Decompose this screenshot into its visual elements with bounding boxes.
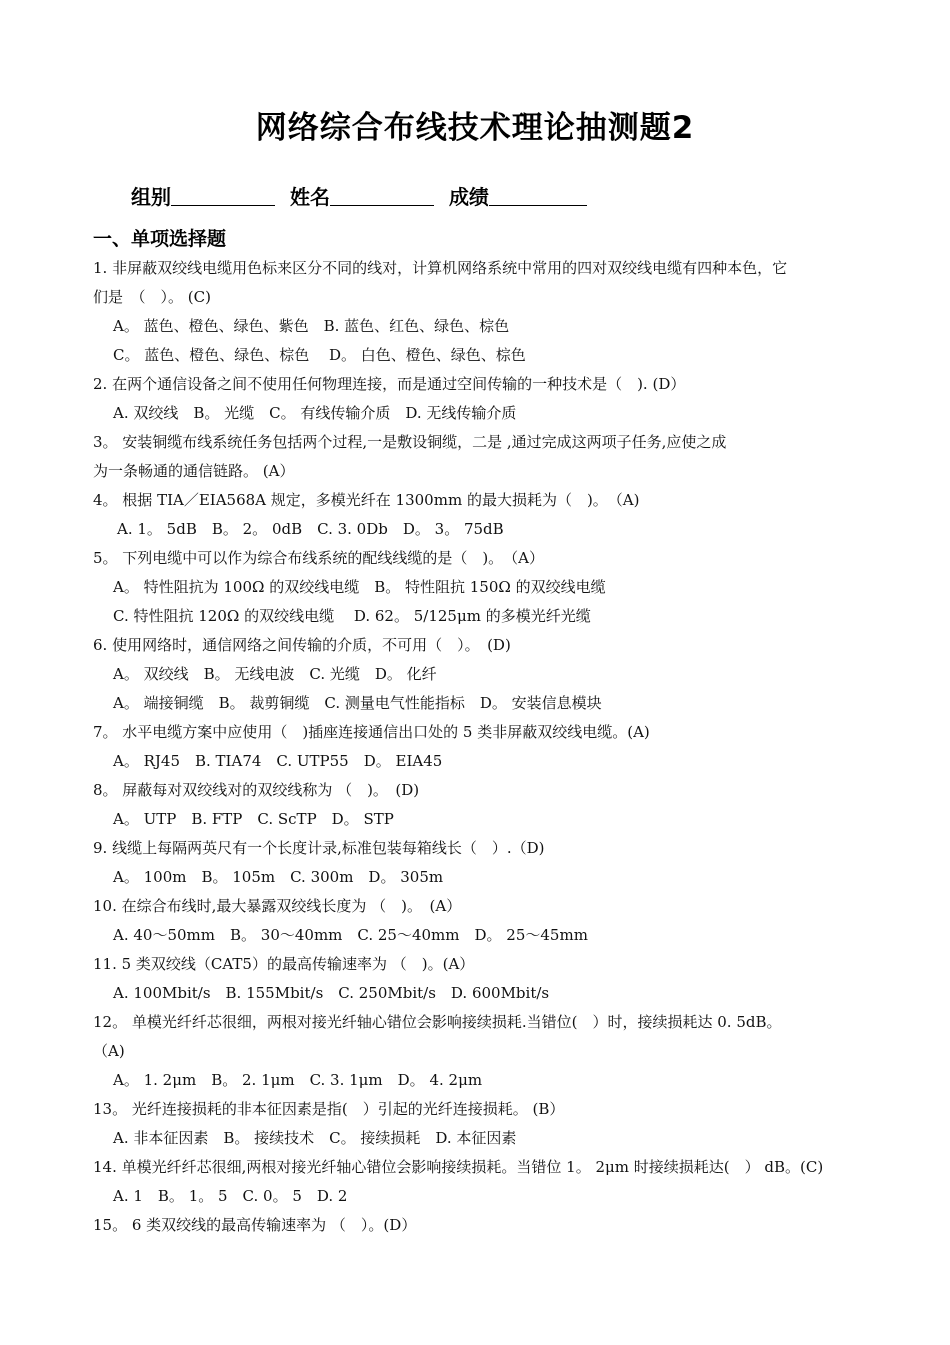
question-text-line: 14. 单模光纤纤芯很细,两根对接光纤轴心错位会影响接续损耗。当错位 1。 2μm 时接续损耗达( ） dB。(C) bbox=[93, 1158, 824, 1176]
answer-options-line: A。 100m B。 105m C. 300m D。 305m bbox=[113, 868, 444, 886]
name-blank bbox=[330, 185, 434, 206]
answer-options-line: A. 1。 5dB B。 2。 0dB C. 3. 0Db D。 3。 75dB bbox=[117, 520, 504, 538]
answer-options-line: A。 蓝色、橙色、绿色、紫色 B. 蓝色、红色、绿色、棕色 bbox=[113, 317, 510, 335]
answer-options-line: A. 1 B。 1。 5 C. 0。 5 D. 2 bbox=[113, 1187, 348, 1205]
answer-options-line: A。 UTP B. FTP C. ScTP D。 STP bbox=[113, 810, 394, 828]
question-text-line: 9. 线缆上每隔两英尺有一个长度计录,标准包装每箱线长（ ）.（D) bbox=[93, 839, 545, 857]
section-title: 一、单项选择题 bbox=[93, 228, 227, 250]
answer-options-line: A. 双绞线 B。 光缆 C。 有线传输介质 D. 无线传输介质 bbox=[113, 404, 517, 422]
answer-options-line: C。 蓝色、橙色、绿色、棕色 D。 白色、橙色、绿色、棕色 bbox=[113, 346, 526, 364]
question-text-line: 1. 非屏蔽双绞线电缆用色标来区分不同的线对，计算机网络系统中常用的四对双绞线电缆有四种本色，它 bbox=[93, 259, 788, 277]
answer-options-line: A。 RJ45 B. TIA74 C. UTP55 D。 EIA45 bbox=[113, 752, 443, 770]
question-text-line: 为一条畅通的通信链路。 (A） bbox=[93, 462, 295, 480]
question-text-line: 3。 安装铜缆布线系统任务包括两个过程,一是敷设铜缆，二是 ,通过完成这两项子任务,应使之成 bbox=[93, 433, 727, 451]
page-title: 网络综合布线技术理论抽测题2 bbox=[255, 110, 695, 146]
score-blank bbox=[489, 185, 587, 206]
answer-options-line: A。 端接铜缆 B。 裁剪铜缆 C. 测量电气性能指标 D。 安装信息模块 bbox=[113, 694, 602, 712]
question-text-line: 13。 光纤连接损耗的非本征因素是指( ）引起的光纤连接损耗。 (B） bbox=[93, 1100, 565, 1118]
question-text-line: 11. 5 类双绞线（CAT5）的最高传输速率为 （ )。(A） bbox=[93, 955, 475, 973]
answer-options-line: A。 特性阻抗为 100Ω 的双绞线电缆 B。 特性阻抗 150Ω 的双绞线电缆 bbox=[113, 578, 606, 596]
question-text-line: 8。 屏蔽每对双绞线对的双绞线称为 （ )。 (D) bbox=[93, 781, 420, 799]
question-text-line: 5。 下列电缆中可以作为综合布线系统的配线线缆的是（ )。 （A） bbox=[93, 549, 544, 567]
answer-options-line: A. 非本征因素 B。 接续技术 C。 接续损耗 D. 本征因素 bbox=[113, 1129, 517, 1147]
question-text-line: 们是 （ ）。 (C) bbox=[93, 288, 211, 306]
question-text-line: 4。 根据 TIA／EIA568A 规定，多模光纤在 1300mm 的最大损耗为（ )。 （A) bbox=[93, 491, 640, 509]
name-label: 姓名 bbox=[289, 185, 330, 209]
group-label: 组别 bbox=[131, 185, 171, 209]
question-text-line: （A) bbox=[93, 1042, 125, 1060]
question-text-line: 6. 使用网络时，通信网络之间传输的介质，不可用（ ）。 (D) bbox=[93, 636, 511, 654]
answer-options-line: C. 特性阻抗 120Ω 的双绞线电缆 D. 62。 5/125μm 的多模光纤光缆 bbox=[113, 607, 591, 625]
student-info-row bbox=[131, 181, 587, 210]
question-text-line: 10. 在综合布线时,最大暴露双绞线长度为 （ )。 (A） bbox=[93, 897, 462, 915]
question-text-line: 15。 6 类双绞线的最高传输速率为 （ ）。(D） bbox=[93, 1216, 417, 1234]
question-text-line: 7。 水平电缆方案中应使用（ )插座连接通信出口处的 5 类非屏蔽双绞线电缆。(A) bbox=[93, 723, 650, 741]
question-list bbox=[0, 254, 950, 1240]
answer-options-line: A. 40～50mm B。 30～40mm C. 25～40mm D。 25～45mm bbox=[113, 926, 588, 944]
score-label: 成绩 bbox=[448, 185, 489, 209]
answer-options-line: A. 100Mbit/s B. 155Mbit/s C. 250Mbit/s D. 600Mbit/s bbox=[113, 984, 550, 1002]
answer-options-line: A。 双绞线 B。 无线电波 C. 光缆 D。 化纤 bbox=[113, 665, 437, 683]
answer-options-line: A。 1. 2μm B。 2. 1μm C. 3. 1μm D。 4. 2μm bbox=[113, 1071, 483, 1089]
question-text-line: 2. 在两个通信设备之间不使用任何物理连接，而是通过空间传输的一种技术是（ ). (D） bbox=[93, 375, 686, 393]
question-text-line: 12。 单模光纤纤芯很细，两根对接光纤轴心错位会影响接续损耗.当错位( ）时，接续损耗达 0. 5dB。 bbox=[93, 1013, 782, 1031]
group-blank bbox=[171, 185, 275, 206]
